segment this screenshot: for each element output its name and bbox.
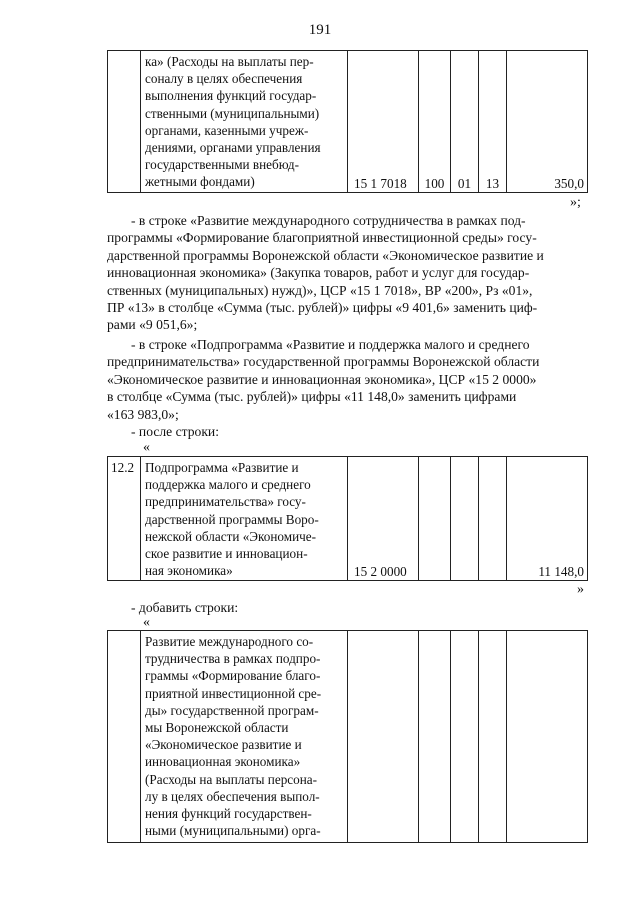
row-name-cell <box>141 51 348 193</box>
row-name-line: Развитие международного со- <box>145 634 314 649</box>
row-name-line: «Экономическое развитие и <box>145 737 302 753</box>
paragraph-line: - в строке «Развитие международного сотрудничества в рамках под- <box>131 213 526 228</box>
row-name-line: граммы «Формирование благо- <box>145 668 321 684</box>
rz-cell <box>451 457 479 581</box>
vr-cell: 100 <box>419 51 451 193</box>
row-name-cell <box>141 457 348 581</box>
row-name-line: дениями, органами управления <box>145 140 321 156</box>
row-name-line: лу в целях обеспечения выпол- <box>145 788 320 804</box>
table-row <box>108 457 588 581</box>
row-name-line: государственными внебюд- <box>145 157 300 173</box>
row-name-line: предпринимательства» госу- <box>145 494 306 510</box>
paragraph-line: программы «Формирование благоприятной инвестиционной среды» госу- <box>107 230 537 246</box>
row-number-cell <box>108 631 141 843</box>
sum-cell: 350,0 <box>507 51 588 193</box>
row-number-cell <box>108 51 141 193</box>
opening-quote: « <box>143 615 150 630</box>
row-name-line: приятной инвестиционной сре- <box>145 685 322 701</box>
paragraph-line: рами «9 051,6»; <box>107 317 198 333</box>
sum-cell <box>507 631 588 843</box>
row-name-line: ственными (муниципальными) <box>145 105 320 121</box>
paragraph-line: «163 983,0»; <box>107 406 179 422</box>
pr-cell: 13 <box>479 51 507 193</box>
row-number-cell: 12.2 <box>108 457 141 581</box>
after-row-label: - после строки: <box>131 424 219 439</box>
closing-quote: » <box>577 582 584 597</box>
row-name-line: Подпрограмма «Развитие и <box>145 460 299 475</box>
budget-table-continuation <box>107 50 588 193</box>
csr-cell: 15 1 7018 <box>348 51 419 193</box>
paragraph-line: инновационная экономика» (Закупка товаров, работ и услуг для государ- <box>107 265 530 281</box>
row-name-line: ная экономика» <box>145 563 233 579</box>
row-name-line: органами, казенными учреж- <box>145 122 309 138</box>
row-name-line: ными (муниципальными) орга- <box>145 823 321 839</box>
paragraph-line: предпринимательства» государственной программы Воронежской области <box>107 354 540 370</box>
row-name-line: мы Воронежской области <box>145 720 289 736</box>
table-row <box>108 631 588 843</box>
paragraph-line: «Экономическое развитие и инновационная экономика», ЦСР «15 2 0000» <box>107 371 537 387</box>
closing-quote: »; <box>570 195 581 210</box>
row-name-cell <box>141 631 348 843</box>
rz-cell: 01 <box>451 51 479 193</box>
sum-cell: 11 148,0 <box>507 457 588 581</box>
paragraph-line: в столбце «Сумма (тыс. рублей)» цифры «11 148,0» заменить цифрами <box>107 389 517 405</box>
row-name-line: дарственной программы Воро- <box>145 511 319 527</box>
vr-cell <box>419 457 451 581</box>
paragraph-line: ПР «13» в столбце «Сумма (тыс. рублей)» цифры «9 401,6» заменить циф- <box>107 300 538 316</box>
row-name-line: соналу в целях обеспечения <box>145 71 303 87</box>
page-number: 191 <box>308 22 332 38</box>
row-name-line: нежской области «Экономиче- <box>145 528 317 544</box>
pr-cell <box>479 631 507 843</box>
row-name-line: ды» государственной програм- <box>145 702 319 718</box>
table-row <box>108 51 588 193</box>
paragraph-line: дарственной программы Воронежской области «Экономическое развитие и <box>107 247 544 263</box>
add-rows-label: - добавить строки: <box>131 600 239 615</box>
row-name-line: ское развитие и инновацион- <box>145 546 308 562</box>
csr-cell <box>348 631 419 843</box>
budget-table-existing-row <box>107 456 588 581</box>
row-name-line: нения функций государствен- <box>145 806 312 822</box>
paragraph-line: ственных (муниципальных) нужд)», ЦСР «15 1 7018», ВР «200», Рз «01», <box>107 282 533 298</box>
amendment-paragraph-2 <box>107 336 587 423</box>
opening-quote: « <box>143 440 150 455</box>
row-name-line: ка» (Расходы на выплаты пер- <box>145 54 314 69</box>
paragraph-line: - в строке «Подпрограмма «Развитие и поддержка малого и среднего <box>131 337 530 352</box>
row-name-line: инновационная экономика» <box>145 754 301 770</box>
row-name-line: жетными фондами) <box>145 174 255 190</box>
budget-table-new-rows <box>107 630 588 843</box>
row-name-line: поддержка малого и среднего <box>145 477 311 493</box>
row-name-line: трудничества в рамках подпро- <box>145 651 321 667</box>
pr-cell <box>479 457 507 581</box>
row-name-line: выполнения функций государ- <box>145 88 317 104</box>
row-name-line: (Расходы на выплаты персона- <box>145 771 318 787</box>
amendment-paragraph-1 <box>107 212 587 334</box>
csr-cell: 15 2 0000 <box>348 457 419 581</box>
vr-cell <box>419 631 451 843</box>
rz-cell <box>451 631 479 843</box>
